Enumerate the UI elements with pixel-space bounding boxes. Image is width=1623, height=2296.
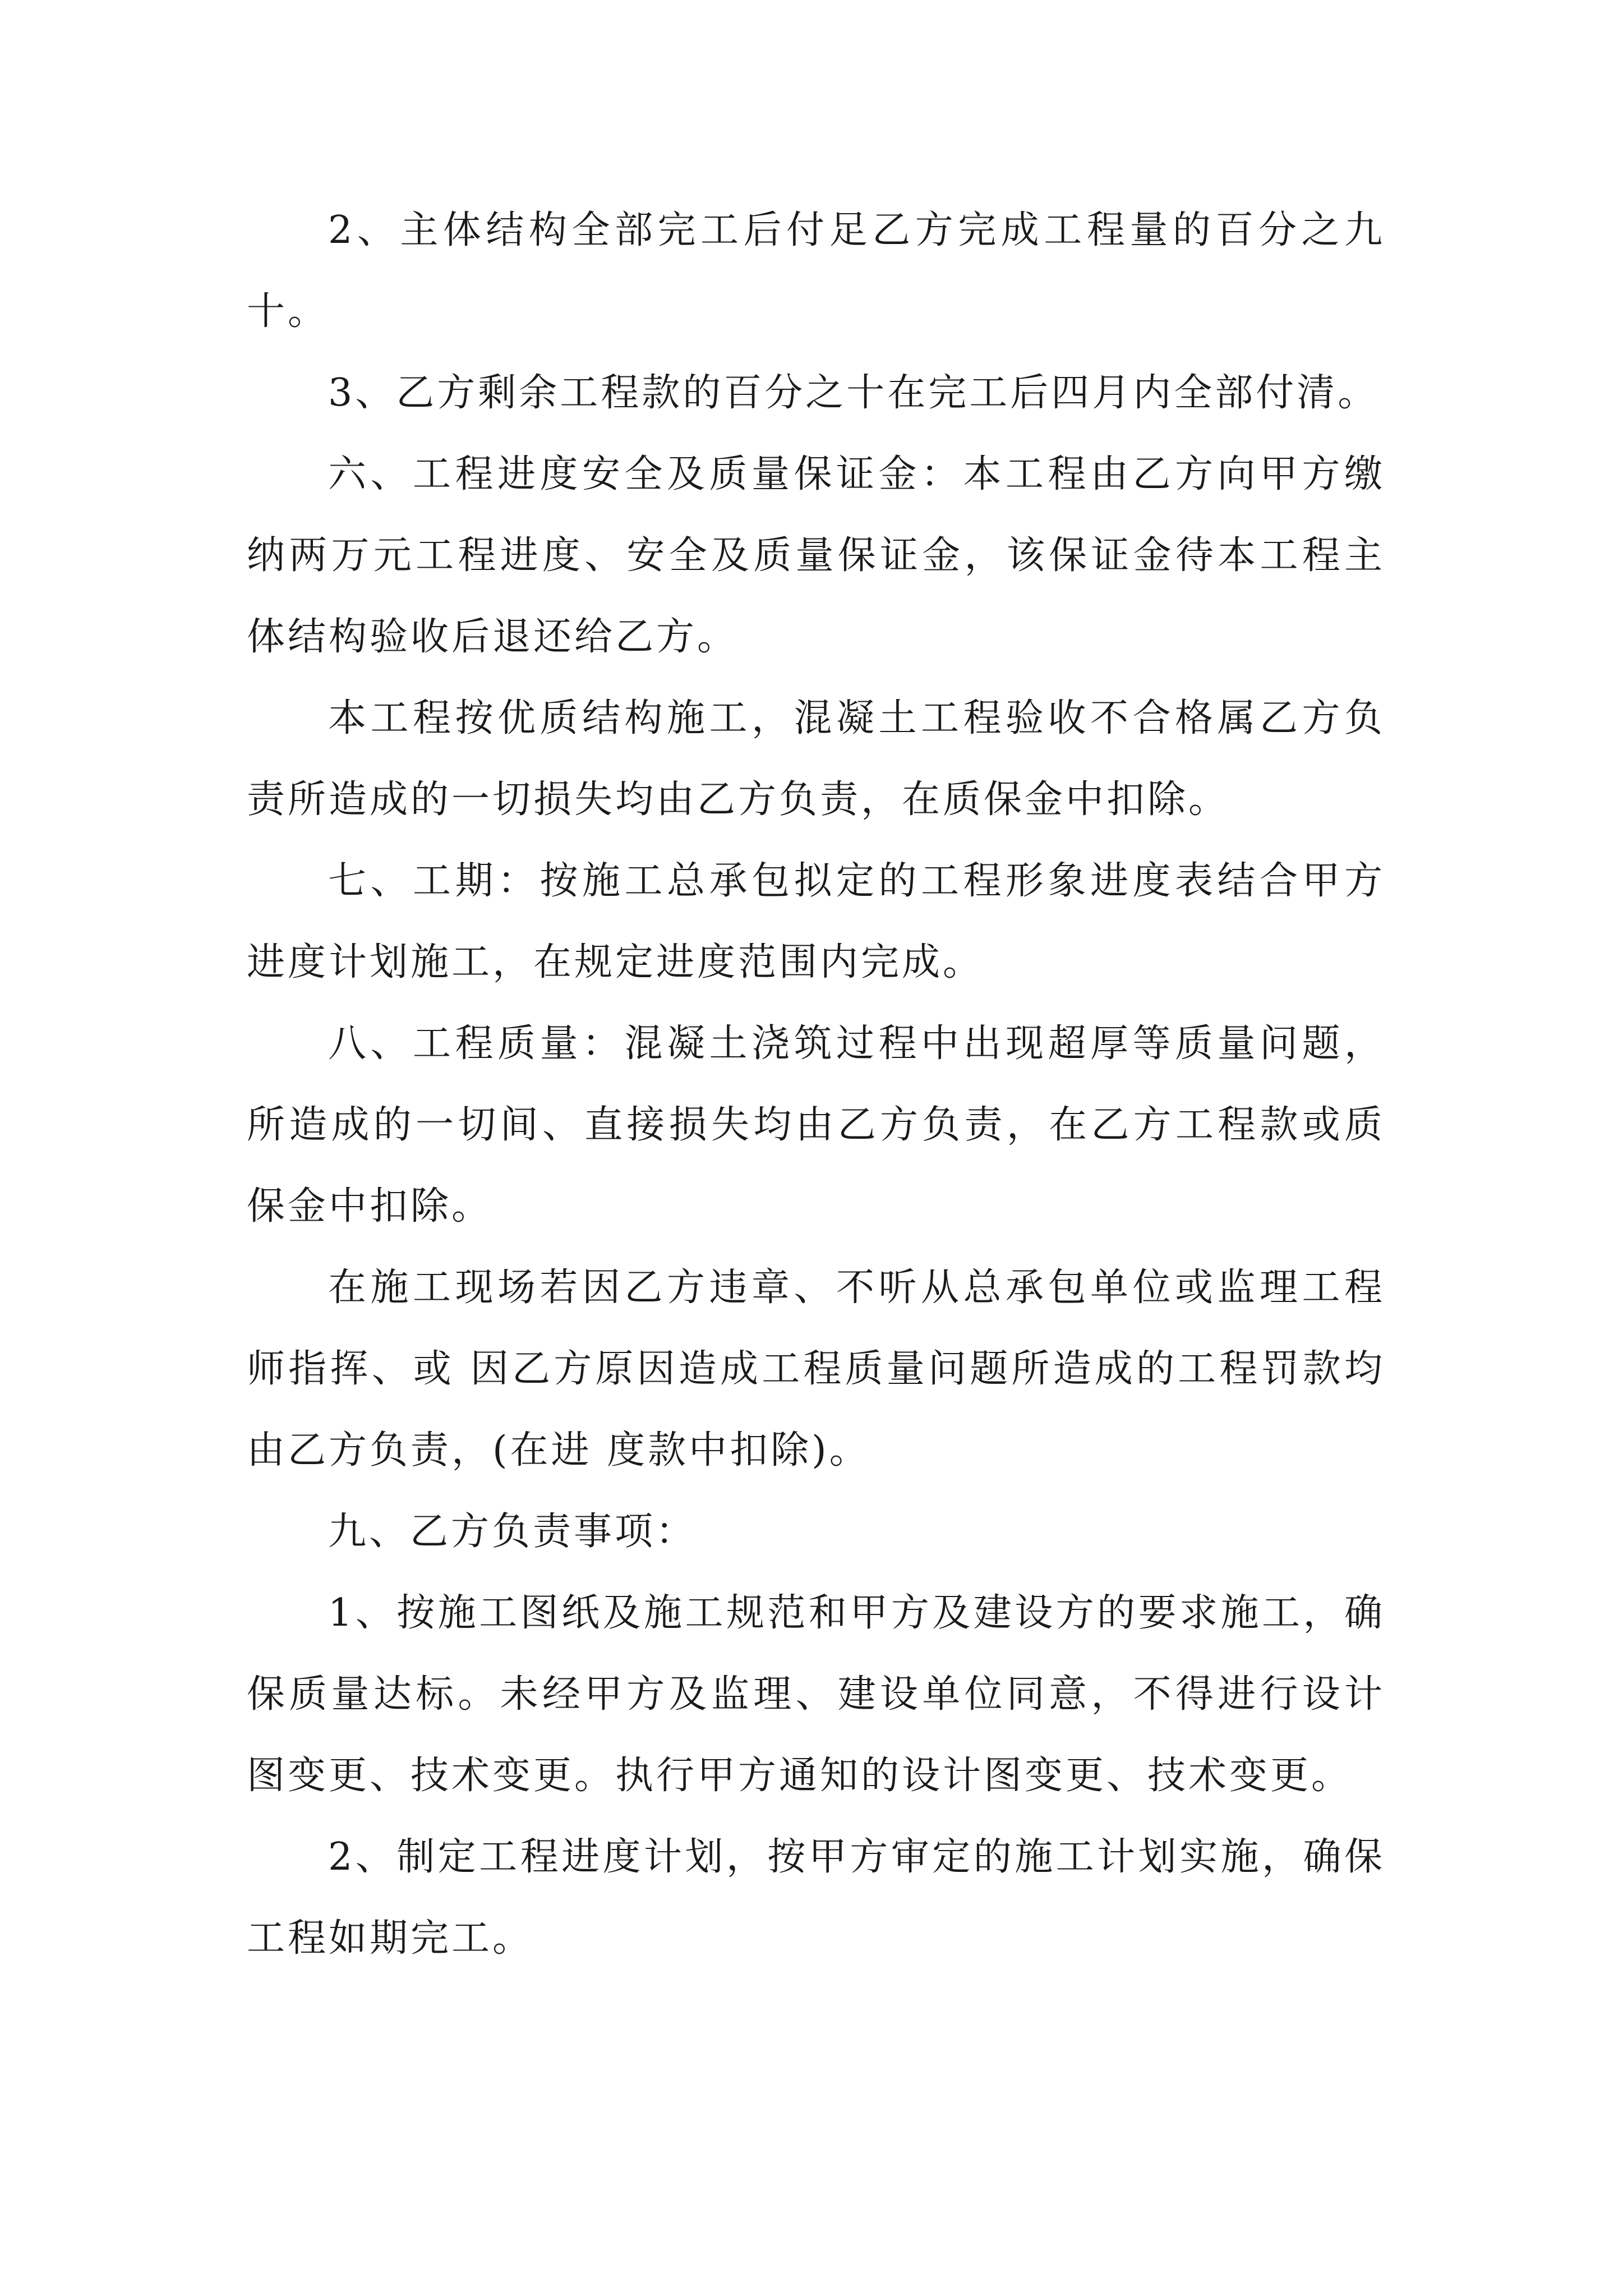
document-body <box>247 190 1385 1979</box>
paragraph-section-8-quality: 八、工程质量：混凝土浇筑过程中出现超厚等质量问题，所造成的一切间、直接损失均由乙方负责，在乙方工程款或质保金中扣除。 <box>247 1022 1385 1228</box>
paragraph-item-2-schedule-plan: 2、制定工程进度计划，按甲方审定的施工计划实施，确保工程如期完工。 <box>247 1835 1385 1961</box>
paragraph-section-6-deposit: 六、工程进度安全及质量保证金：本工程由乙方向甲方缴纳两万元工程进度、安全及质量保证金，该保证金待本工程主体结构验收后退还给乙方。 <box>247 452 1385 659</box>
paragraph-quality-structure: 本工程按优质结构施工，混凝土工程验收不合格属乙方负责所造成的一切损失均由乙方负责，在质保金中扣除。 <box>247 696 1385 822</box>
paragraph-site-penalties: 在施工现场若因乙方违章、不听从总承包单位或监理工程师指挥、或 因乙方原因造成工程质量问题所造成的工程罚款均由乙方负责，(在进 度款中扣除)。 <box>247 1266 1385 1473</box>
paragraph-payment-90-percent: 2、主体结构全部完工后付足乙方完成工程量的百分之九十。 <box>247 208 1385 334</box>
paragraph-section-7-schedule: 七、工期：按施工总承包拟定的工程形象进度表结合甲方进度计划施工，在规定进度范围内完成。 <box>247 859 1385 984</box>
paragraph-section-9-heading: 九、乙方负责事项： <box>328 1510 697 1554</box>
paragraph-payment-remaining: 3、乙方剩余工程款的百分之十在完工后四月内全部付清。 <box>328 371 1379 415</box>
paragraph-item-1-construction: 1、按施工图纸及施工规范和甲方及建设方的要求施工，确保质量达标。未经甲方及监理、建设单位同意，不得进行设计图变更、技术变更。执行甲方通知的设计图变更、技术变更。 <box>247 1591 1385 1798</box>
